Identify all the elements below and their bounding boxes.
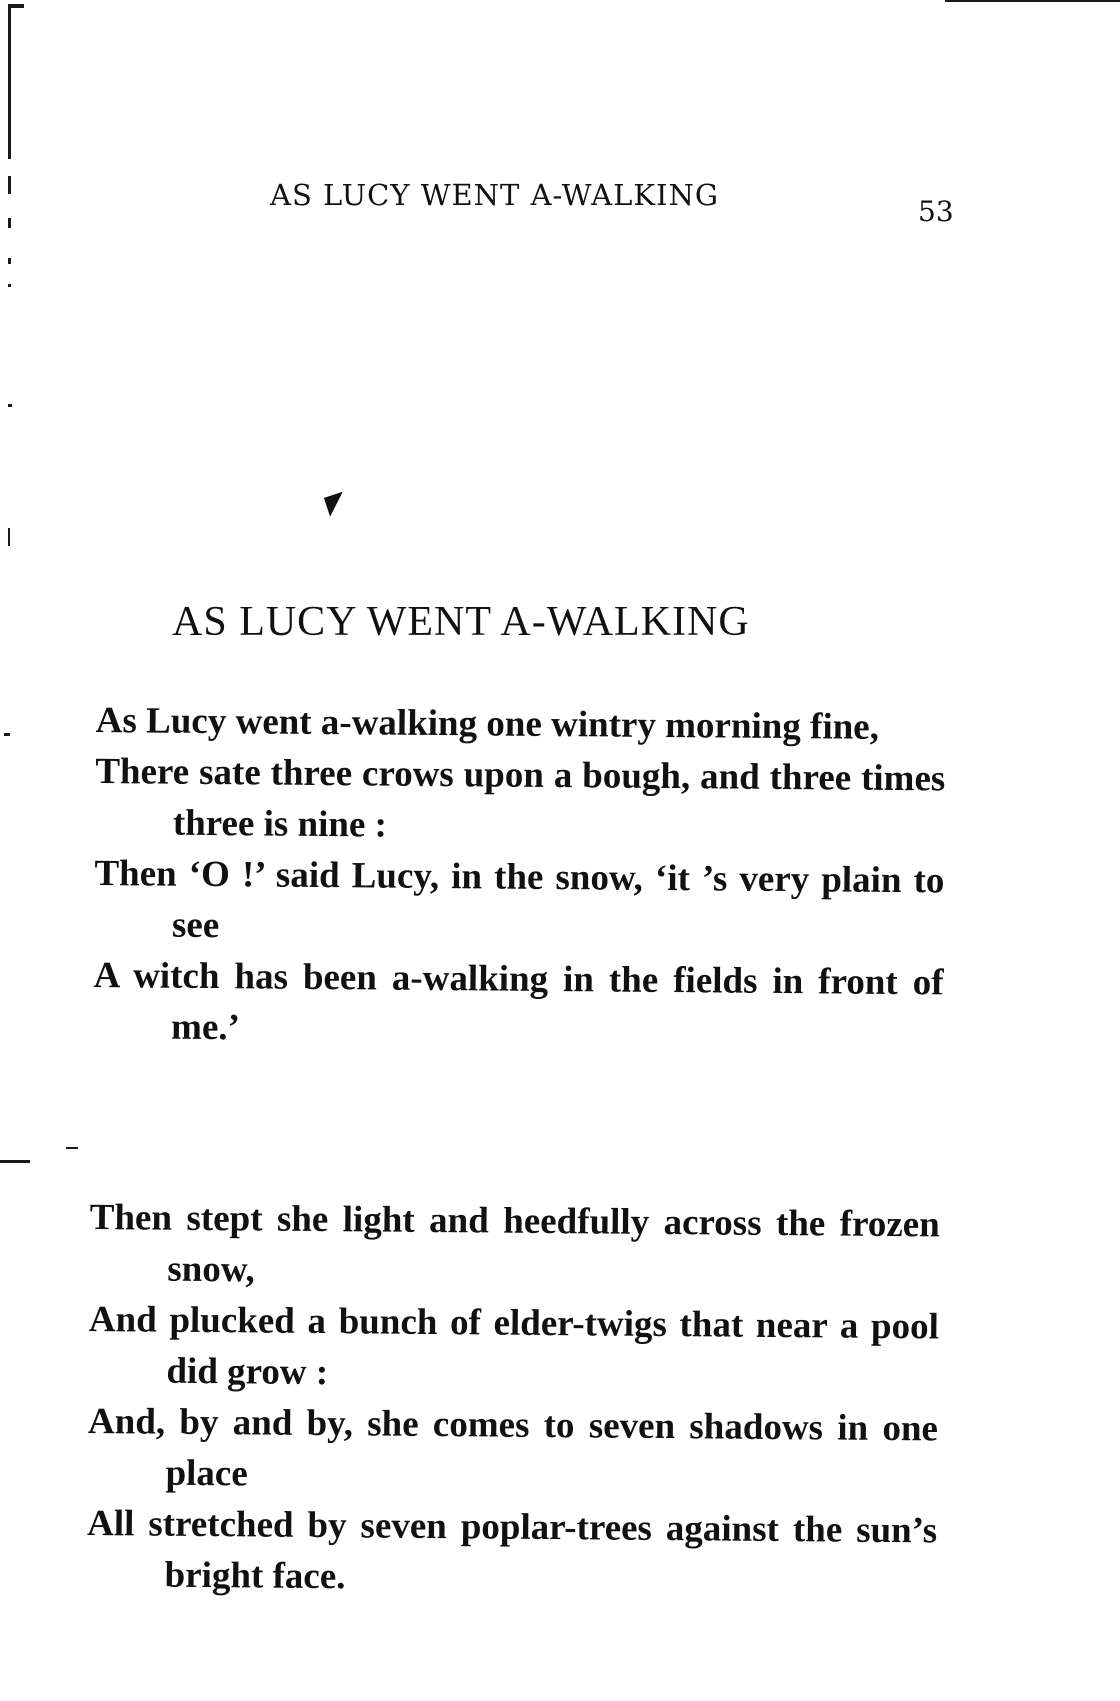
scan-edge-mark xyxy=(0,1160,30,1163)
verse-line: There sate three crows upon a bough, and three times three is nine : xyxy=(95,750,946,846)
page-number: 53 xyxy=(918,195,954,228)
scan-edge-mark xyxy=(8,4,24,8)
scan-edge-mark xyxy=(8,4,11,159)
verse-line: And, by and by, she comes to seven shadows in one place xyxy=(87,1400,939,1495)
verse-line: And plucked a bunch of elder-twigs that near a pool did grow : xyxy=(88,1298,940,1394)
stanza xyxy=(86,1192,940,1607)
scan-edge-mark xyxy=(8,284,11,287)
scan-top-rule xyxy=(945,0,1120,2)
scan-edge-mark xyxy=(8,404,12,407)
ornament-mark: ◤ xyxy=(321,485,351,521)
verse-line: A witch has been a-walking in the fields in front of me.’ xyxy=(93,954,944,1049)
verse-line: Then stept she light and heedfully across the frozen snow, xyxy=(89,1196,940,1291)
scan-edge-mark xyxy=(4,733,10,736)
scan-edge-mark xyxy=(8,258,11,264)
verse-line: All stretched by seven poplar-trees against the sun’s bright face. xyxy=(86,1502,938,1598)
scan-edge-mark xyxy=(8,176,11,194)
verse-line: Then ‘O !’ said Lucy, in the snow, ‘it ’s very plain to see xyxy=(94,852,945,947)
poem-title: AS LUCY WENT A-WALKING xyxy=(172,599,750,645)
running-title: AS LUCY WENT A-WALKING xyxy=(270,178,719,212)
scan-edge-mark xyxy=(8,528,10,546)
scan-edge-mark xyxy=(8,218,11,228)
verse-line: As Lucy went a-walking one wintry morning fine, xyxy=(95,699,880,748)
scan-edge-mark xyxy=(66,1147,78,1149)
stanza xyxy=(93,695,946,1059)
